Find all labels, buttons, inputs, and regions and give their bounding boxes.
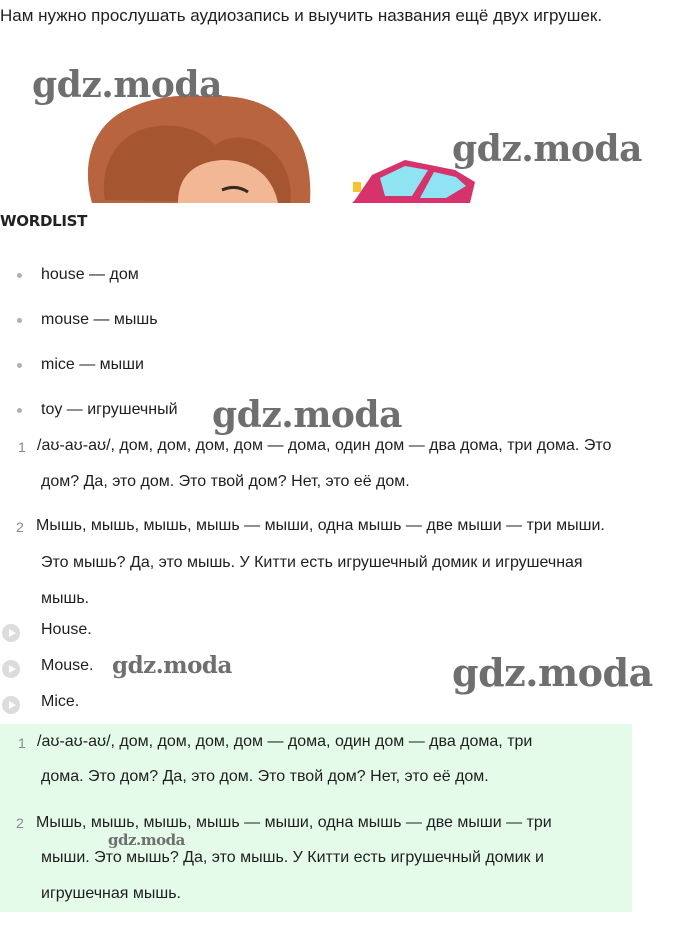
list-item: house — дом xyxy=(0,262,178,307)
paragraph-line: мыши. Это мышь? Да, это мышь. У Китти есть игрушечный домик и xyxy=(41,849,544,866)
audio-item-house[interactable] xyxy=(0,620,200,650)
paragraph-line: дома. Это дом? Да, это дом. Это твой дом? Нет, это её дом. xyxy=(41,768,489,785)
paragraph-number: 2 xyxy=(16,519,24,535)
paragraph-number: 1 xyxy=(18,439,26,455)
watermark: gdz.moda xyxy=(108,831,185,849)
paragraph-line: Мышь, мышь, мышь, мышь — мыши, одна мышь — две мыши — три xyxy=(36,814,552,831)
paragraph-line: /aʊ-aʊ-aʊ/, дом, дом, дом, дом — дома, один дом — два дома, три xyxy=(37,733,533,750)
play-icon[interactable] xyxy=(2,660,20,678)
list-item: mouse — мышь xyxy=(0,307,178,352)
paragraph-line: /aʊ-aʊ-aʊ/, дом, дом, дом, дом — дома, один дом — два дома, три дома. Это xyxy=(37,437,612,454)
paragraph-number: 2 xyxy=(16,815,24,831)
audio-label: Mice. xyxy=(41,693,80,710)
bullet-icon xyxy=(17,363,22,368)
paragraph-line: мышь. xyxy=(41,590,90,607)
paragraph-number: 1 xyxy=(18,735,26,751)
audio-label: Mouse. xyxy=(41,657,94,674)
intro-text: Нам нужно прослушать аудиозапись и выучить названия ещё двух игрушек. xyxy=(0,6,603,25)
paragraph-line: Это мышь? Да, это мышь. У Китти есть игрушечный домик и игрушечная xyxy=(41,554,583,571)
bullet-icon xyxy=(17,408,22,413)
audio-item-mice[interactable] xyxy=(0,692,200,722)
audio-label: House. xyxy=(41,621,92,638)
wordlist-heading: WORDLIST xyxy=(0,212,88,230)
bullet-icon xyxy=(17,318,22,323)
illustration xyxy=(0,50,680,203)
watermark: gdz.moda xyxy=(452,128,642,170)
play-icon[interactable] xyxy=(2,624,20,642)
list-item: toy — игрушечный xyxy=(0,397,178,442)
watermark: gdz.moda xyxy=(32,64,222,106)
watermark: gdz.moda xyxy=(112,652,232,679)
wordlist xyxy=(0,262,178,442)
watermark: gdz.moda xyxy=(452,650,653,695)
bullet-icon xyxy=(17,273,22,278)
paragraph-line: Мышь, мышь, мышь, мышь — мыши, одна мышь — две мыши — три мыши. xyxy=(36,517,605,534)
list-item: mice — мыши xyxy=(0,352,178,397)
paragraph-line: игрушечная мышь. xyxy=(41,885,181,902)
watermark: gdz.moda xyxy=(212,394,402,436)
play-icon[interactable] xyxy=(2,696,20,714)
paragraph-line: дом? Да, это дом. Это твой дом? Нет, это её дом. xyxy=(41,473,410,490)
